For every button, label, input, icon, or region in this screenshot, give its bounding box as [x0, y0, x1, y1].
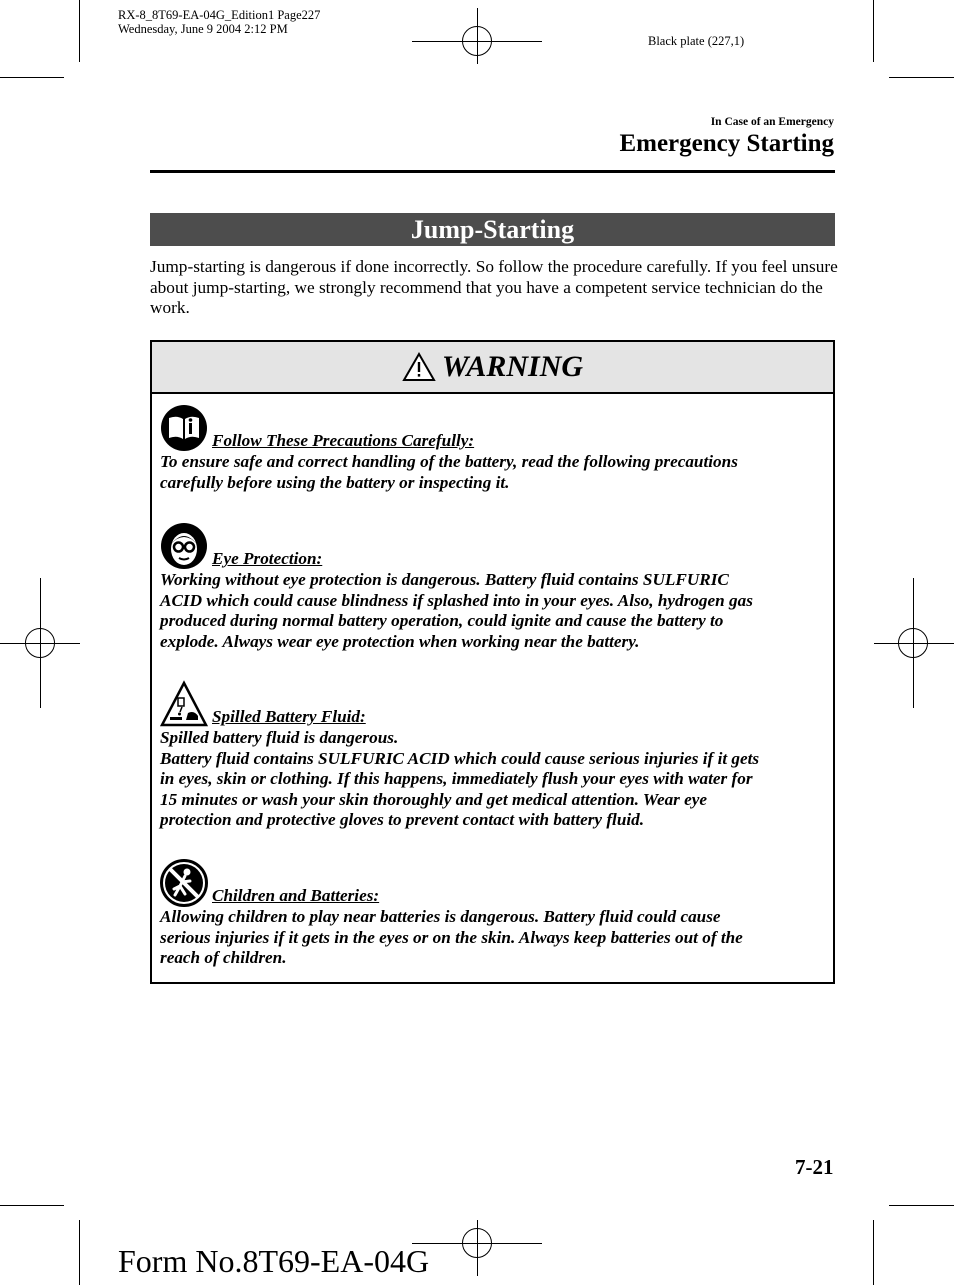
- children-line: Allowing children to play near batteries is dangerous. Battery fluid could cause: [160, 907, 721, 926]
- children-line: reach of children.: [160, 948, 287, 968]
- corrosive-fluid-icon: [160, 680, 208, 728]
- crop-mark: [889, 77, 954, 78]
- section-title: Emergency Starting: [619, 130, 834, 157]
- crop-mark: [873, 0, 874, 62]
- warning-item-spilled-fluid: [160, 680, 825, 831]
- warning-header: [152, 342, 833, 394]
- precautions-line: carefully before using the battery or inspecting it.: [160, 472, 510, 492]
- warning-item-precautions: [160, 404, 825, 493]
- manual-read-icon: [160, 404, 208, 452]
- eye-protection-title: Eye Protection:: [212, 549, 323, 569]
- crop-mark: [0, 1205, 64, 1206]
- precautions-line: To ensure safe and correct handling of the battery, read the following precautions: [160, 452, 738, 471]
- precautions-title: Follow These Precautions Carefully:: [212, 431, 475, 451]
- header-rule: [150, 170, 835, 173]
- eye-protection-icon: [160, 522, 208, 570]
- children-line: serious injuries if it gets in the eyes or on the skin. Always keep batteries out of the: [160, 927, 743, 947]
- keep-children-away-icon: [160, 859, 208, 907]
- spilled-fluid-title: Spilled Battery Fluid:: [212, 707, 366, 727]
- eye-protection-line: Working without eye protection is dangerous. Battery fluid contains SULFURIC: [160, 570, 729, 589]
- intro-paragraph: Jump-starting is dangerous if done incorrectly. So follow the procedure carefully. If you feel unsure about jump-starting, we strongly recommend that you have a competent service technician do the work.: [150, 257, 838, 317]
- crop-mark: [79, 1220, 80, 1285]
- chapter-label: In Case of an Emergency: [710, 116, 834, 128]
- eye-protection-line: ACID which could cause blindness if splashed into in your eyes. Also, hydrogen gas: [160, 590, 753, 610]
- children-title: Children and Batteries:: [212, 886, 380, 906]
- spilled-fluid-line: Spilled battery fluid is dangerous.: [160, 728, 399, 747]
- subsection-title: Jump-Starting: [150, 213, 835, 246]
- spilled-fluid-line: Battery fluid contains SULFURIC ACID which could cause serious injuries if it gets: [160, 748, 760, 768]
- warning-heading: WARNING: [441, 350, 584, 383]
- eye-protection-line: produced during normal battery operation, could ignite and cause the battery to: [160, 611, 724, 631]
- print-slug-line1: RX-8_8T69-EA-04G_Edition1 Page227: [118, 8, 321, 22]
- print-slug: [118, 8, 320, 36]
- crop-mark: [0, 77, 64, 78]
- crop-mark: [889, 1205, 954, 1206]
- form-number: Form No.8T69-EA-04G: [118, 1243, 430, 1279]
- crop-mark: [79, 0, 80, 62]
- warning-triangle-icon: [402, 352, 436, 382]
- warning-item-children: [160, 859, 825, 969]
- page-number: 7-21: [795, 1155, 834, 1179]
- eye-protection-line: explode. Always wear eye protection when working near the battery.: [160, 631, 640, 651]
- spilled-fluid-line: protection and protective gloves to prevent contact with battery fluid.: [160, 810, 645, 830]
- warning-item-eye-protection: [160, 522, 825, 652]
- warning-box: [150, 340, 835, 984]
- spilled-fluid-line: 15 minutes or wash your skin thoroughly and get medical attention. Wear eye: [160, 789, 708, 809]
- plate-label: Black plate (227,1): [648, 34, 745, 48]
- spilled-fluid-line: in eyes, skin or clothing. If this happens, immediately flush your eyes with water for: [160, 769, 753, 789]
- print-slug-line2: Wednesday, June 9 2004 2:12 PM: [118, 22, 288, 36]
- crop-mark: [873, 1220, 874, 1285]
